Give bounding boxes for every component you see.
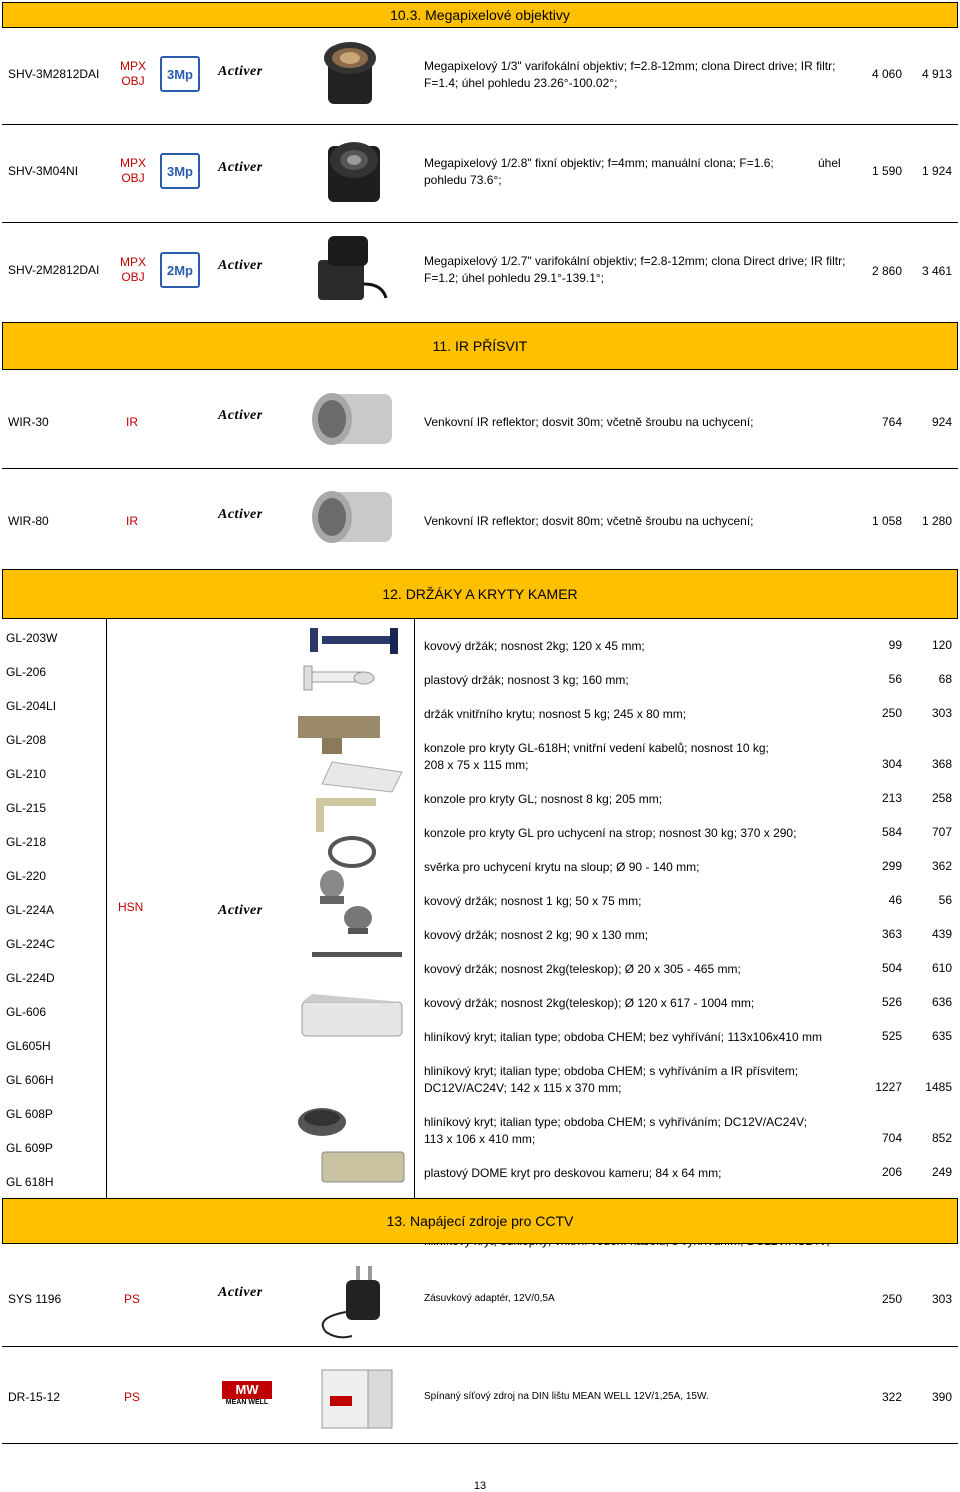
type-badge: PS [124, 1390, 141, 1404]
product-code: GL-215 [6, 801, 47, 815]
product-description: Zásuvkový adaptér, 12V/0,5A [424, 1293, 555, 1304]
table-row [424, 859, 954, 876]
activer-logo: Activer [218, 408, 263, 423]
price-net: 46 [888, 893, 902, 907]
product-code: WIR-30 [8, 415, 49, 429]
wall-bracket-photo [322, 762, 402, 792]
product-description: 208 x 75 x 115 mm; [424, 758, 529, 772]
price-net: 1 590 [871, 164, 902, 178]
section-header-ir: 11. IR PŘÍSVIT [2, 322, 958, 370]
price-net: 584 [881, 825, 902, 839]
activer-logo: Activer [218, 507, 263, 522]
mount-code-list [6, 631, 57, 1209]
table-row [424, 961, 954, 978]
section-header-mounts: 12. DRŽÁKY A KRYTY KAMER [2, 569, 958, 619]
price-vat: 1 280 [921, 514, 952, 528]
product-description: Venkovní IR reflektor; dosvit 30m; včetně šroubu na uchycení; [424, 415, 754, 429]
adapter-photo [306, 1262, 406, 1342]
activer-logo: Activer [218, 1285, 263, 1300]
price-net: 526 [881, 995, 902, 1009]
table-row [424, 995, 954, 1012]
product-code: SHV-3M04NI [8, 164, 79, 178]
product-description: svěrka pro uchycení krytu na sloup; Ø 90 - 140 mm; [424, 860, 700, 874]
product-description: hliníkový kryt; italian type; obdoba CHEM; s vyhříváním; DC12V/AC24V; [424, 1115, 808, 1129]
product-code: GL-606 [6, 1005, 47, 1019]
dome-photo [298, 1108, 346, 1136]
2mp-logo: 2Mp [160, 252, 200, 288]
table-row [424, 1029, 954, 1046]
product-code: DR-15-12 [8, 1390, 61, 1404]
ir-reflector-photo [306, 384, 396, 454]
housing-photo [322, 1152, 404, 1182]
table-row [424, 1063, 954, 1080]
product-description: plastový držák; nosnost 3 kg; 160 mm; [424, 673, 629, 687]
price-net: 1 058 [871, 514, 902, 528]
product-code: GL-203W [6, 631, 58, 645]
column-divider [414, 619, 415, 1198]
product-description: kovový držák; nosnost 1 kg; 50 x 75 mm; [424, 894, 642, 908]
din-psu-photo [312, 1360, 402, 1436]
table-row [424, 791, 954, 808]
table-row [424, 825, 954, 842]
table-row [424, 740, 954, 757]
housing-bracket-photo [298, 716, 380, 754]
table-row [424, 638, 954, 655]
ir-reflector-photo [306, 482, 396, 552]
telescopic-bracket-photo [312, 952, 402, 957]
row-divider [2, 124, 958, 125]
product-code: GL-220 [6, 869, 47, 883]
price-vat: 1 924 [921, 164, 952, 178]
product-description: Spínaný síťový zdroj na DIN lištu MEAN WELL 12V/1,25A, 15W. [424, 1391, 709, 1402]
price-net: 206 [881, 1165, 902, 1179]
product-code: SHV-2M2812DAI [8, 263, 100, 277]
lens-photo [322, 40, 382, 108]
product-code: GL-224A [6, 903, 55, 917]
housing-photo [302, 994, 402, 1036]
product-code: WIR-80 [8, 514, 49, 528]
type-badge: IR [126, 514, 138, 528]
price-vat: 924 [931, 415, 952, 429]
activer-logo: Activer [218, 258, 263, 273]
price-vat: 249 [931, 1165, 952, 1179]
product-description: kovový držák; nosnost 2kg(teleskop); Ø 20 x 305 - 465 mm; [424, 962, 741, 976]
product-description: Megapixelový 1/3" varifokální objektiv; f=2.8-12mm; clona Direct drive; IR filtr; F=1.4; úhel pohledu 23.26°-100.02°; [424, 59, 836, 90]
page-number: 13 [473, 1480, 487, 1492]
table-row [424, 1165, 954, 1182]
mount-photos [292, 622, 410, 1192]
product-code: SHV-3M2812DAI [8, 67, 100, 81]
price-vat: 362 [931, 859, 952, 873]
price-vat: 390 [931, 1390, 952, 1404]
price-net: 56 [888, 672, 902, 686]
type-badge: HSN [118, 900, 144, 914]
product-code: GL 608P [6, 1107, 53, 1121]
type-badge: PS [124, 1292, 141, 1306]
activer-logo: Activer [218, 64, 263, 79]
price-vat: 303 [931, 1292, 952, 1306]
meanwell-logo: MW MEAN WELL [222, 1381, 272, 1411]
row-divider [2, 222, 958, 223]
table-row [424, 927, 954, 944]
price-net: 250 [881, 706, 902, 720]
product-code: GL605H [6, 1039, 51, 1053]
price-vat: 636 [931, 995, 952, 1009]
product-description: kovový držák; nosnost 2kg; 120 x 45 mm; [424, 639, 645, 653]
table-row [424, 757, 954, 774]
price-net: 504 [881, 961, 902, 975]
price-net: 2 860 [871, 264, 902, 278]
table-row [424, 1131, 954, 1148]
type-badge: MPX OBJ [119, 156, 146, 185]
row-divider [2, 1443, 958, 1444]
price-vat: 635 [931, 1029, 952, 1043]
column-divider [106, 619, 107, 1198]
price-net: 99 [888, 638, 902, 652]
product-description: hliníkový kryt; italian type; obdoba CHEM; bez vyhřívání; 113x106x410 mm [424, 1030, 822, 1044]
product-code: GL-218 [6, 835, 47, 849]
price-net: 764 [881, 415, 902, 429]
product-description: plastový DOME kryt pro deskovou kameru; 84 x 64 mm; [424, 1166, 722, 1180]
product-description: konzole pro kryty GL; nosnost 8 kg; 205 mm; [424, 792, 663, 806]
price-net: 525 [881, 1029, 902, 1043]
price-net: 704 [881, 1131, 902, 1145]
ceiling-bracket-photo [316, 798, 376, 832]
small-bracket-photo [320, 870, 344, 904]
price-vat: 3 461 [921, 264, 952, 278]
price-net: 304 [881, 757, 902, 771]
table-row [424, 1114, 954, 1131]
price-vat: 707 [931, 825, 952, 839]
product-code: SYS 1196 [8, 1292, 62, 1306]
type-badge: IR [126, 415, 138, 429]
table-row [424, 706, 954, 723]
price-net: 4 060 [871, 67, 902, 81]
lens-photo [324, 132, 384, 204]
product-description: držák vnitřního krytu; nosnost 5 kg; 245 x 80 mm; [424, 707, 687, 721]
product-description: konzole pro kryty GL pro uchycení na strop; nosnost 30 kg; 370 x 290; [424, 826, 797, 840]
product-description: hliníkový kryt; italian type; obdoba CHEM; s vyhříváním a IR přísvitem; [424, 1064, 799, 1078]
table-row [424, 1080, 954, 1097]
price-net: 322 [881, 1390, 902, 1404]
price-vat: 610 [931, 961, 952, 975]
product-code: GL-224C [6, 937, 55, 951]
table-row [424, 672, 954, 689]
price-vat: 1485 [925, 1080, 952, 1094]
price-vat: 4 913 [921, 67, 952, 81]
lens-photo [312, 232, 392, 306]
product-code: GL-206 [6, 665, 47, 679]
type-badge: MPX OBJ [119, 255, 146, 284]
pole-clamp-photo [330, 838, 374, 866]
product-description: 113 x 106 x 410 mm; [424, 1132, 536, 1146]
description-continuation: úhel [818, 156, 841, 170]
price-net: 299 [881, 859, 902, 873]
product-code: GL-204LI [6, 699, 57, 713]
product-code: GL-224D [6, 971, 55, 985]
section-header-power: 13. Napájecí zdroje pro CCTV [2, 1198, 958, 1244]
price-vat: 258 [931, 791, 952, 805]
price-vat: 68 [938, 672, 952, 686]
price-vat: 120 [931, 638, 952, 652]
bracket-photo [310, 628, 398, 654]
price-vat: 368 [931, 757, 952, 771]
product-description: konzole pro kryty GL-618H; vnitřní vedení kabelů; nosnost 10 kg; [424, 741, 769, 755]
product-description: Megapixelový 1/2.8" fixní objektiv; f=4mm; manuální clona; F=1.6; pohledu 73.6°; [424, 156, 774, 187]
small-bracket-photo [344, 906, 372, 934]
price-net: 213 [881, 791, 902, 805]
section-header-lenses: 10.3. Megapixelové objektivy [2, 2, 958, 28]
3mp-logo: 3Mp [160, 56, 200, 92]
product-code: GL-208 [6, 733, 47, 747]
price-vat: 852 [931, 1131, 952, 1145]
price-net: 250 [881, 1292, 902, 1306]
product-code: GL 609P [6, 1141, 53, 1155]
activer-logo: Activer [218, 160, 263, 175]
table-row [424, 893, 954, 910]
3mp-logo: 3Mp [160, 153, 200, 189]
product-description: Megapixelový 1/2.7" varifokální objektiv; f=2.8-12mm; clona Direct drive; IR filtr; F=1.2; úhel pohledu 29.1°-139.1°; [424, 254, 846, 285]
product-description: Venkovní IR reflektor; dosvit 80m; včetně šroubu na uchycení; [424, 514, 754, 528]
product-code: GL 618H [6, 1175, 54, 1189]
price-vat: 56 [938, 893, 952, 907]
price-vat: 303 [931, 706, 952, 720]
product-description: kovový držák; nosnost 2 kg; 90 x 130 mm; [424, 928, 649, 942]
row-divider [2, 1346, 958, 1347]
price-net: 1227 [875, 1080, 902, 1094]
activer-logo: Activer [218, 903, 263, 918]
mount-price-table [424, 638, 954, 1267]
price-vat: 439 [931, 927, 952, 941]
product-description: DC12V/AC24V; 142 x 115 x 370 mm; [424, 1081, 622, 1095]
row-divider [2, 468, 958, 469]
product-description: kovový držák; nosnost 2kg(teleskop); Ø 120 x 617 - 1004 mm; [424, 996, 755, 1010]
bracket-photo [304, 666, 374, 690]
price-net: 363 [881, 927, 902, 941]
product-code: GL 606H [6, 1073, 54, 1087]
type-badge: MPX OBJ [119, 59, 146, 88]
product-code: GL-210 [6, 767, 47, 781]
